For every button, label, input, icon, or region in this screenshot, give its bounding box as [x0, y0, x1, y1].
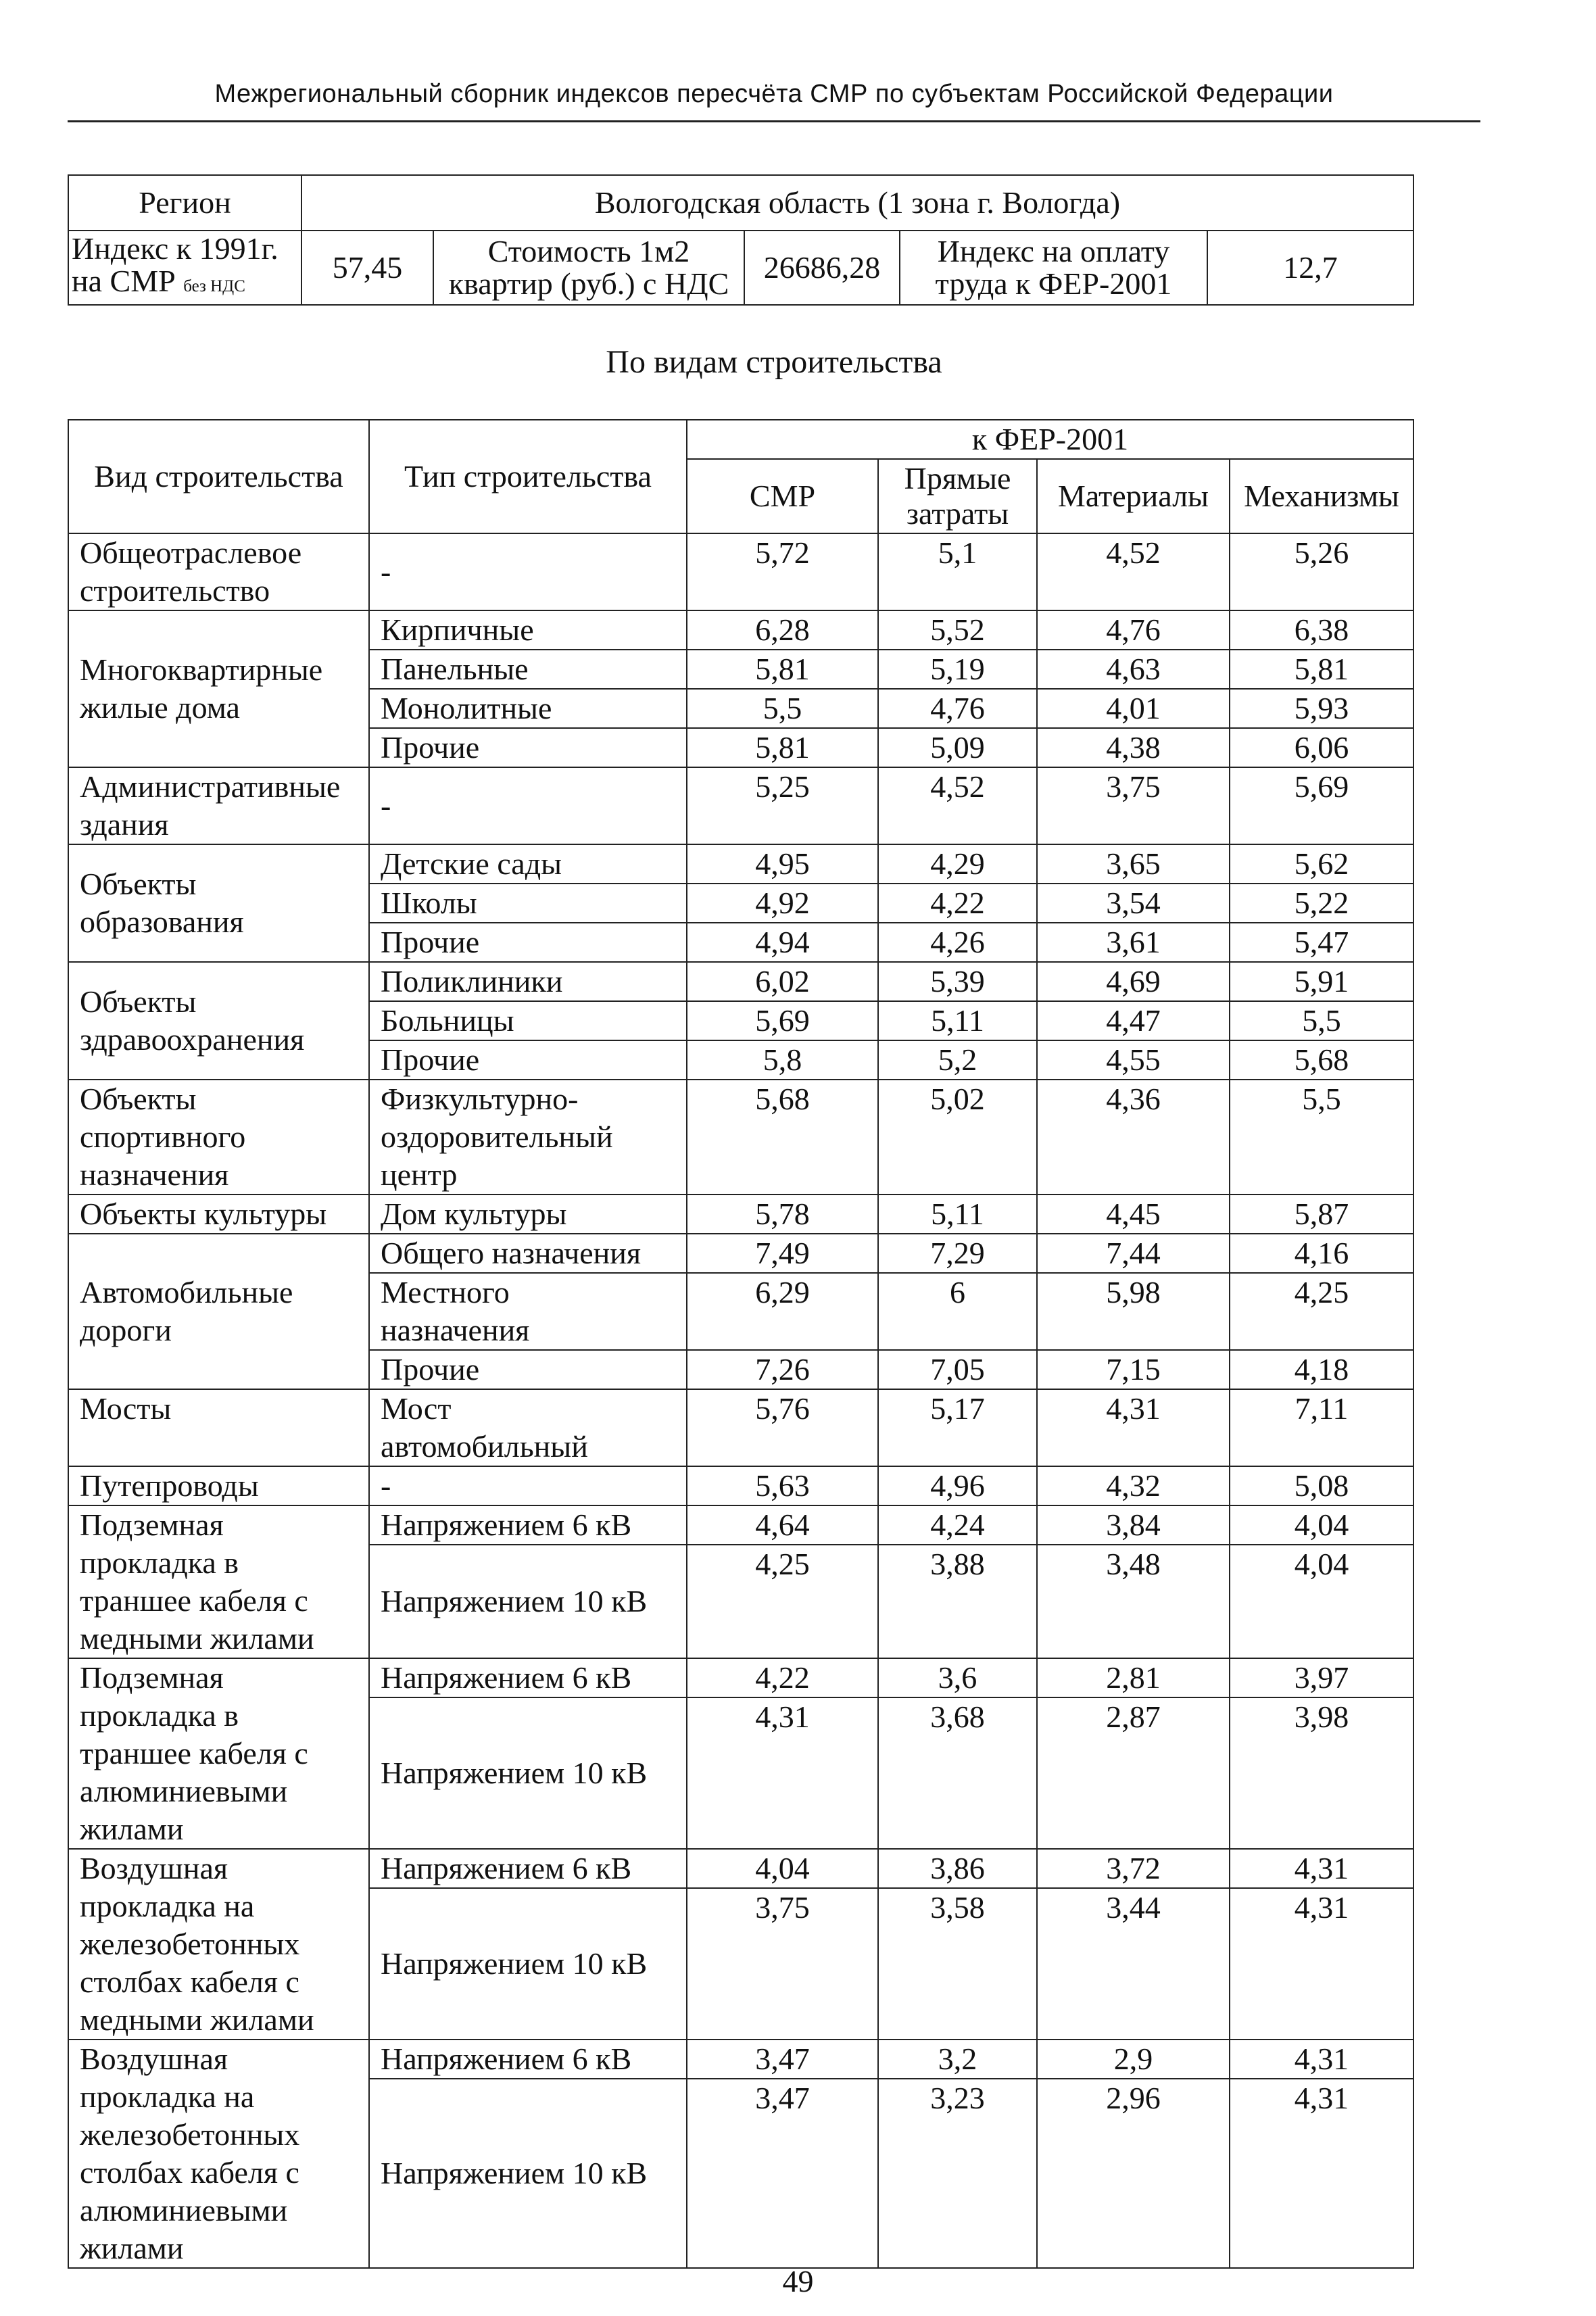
construction-kind-line: здания: [80, 807, 169, 842]
direct-costs-value: 3,58: [878, 1888, 1037, 2040]
direct-costs-value: 4,52: [878, 767, 1037, 844]
col-header-direct-line1: Прямые: [904, 461, 1011, 496]
materials-value: 7,15: [1037, 1350, 1230, 1389]
materials-value: 4,36: [1037, 1080, 1230, 1195]
construction-kind-cell: [68, 533, 369, 610]
machines-value: 3,98: [1230, 1697, 1413, 1849]
direct-costs-value: 5,09: [878, 728, 1037, 767]
materials-value: 5,98: [1037, 1273, 1230, 1350]
machines-value: 4,04: [1230, 1505, 1413, 1545]
smr-value: 4,94: [687, 923, 878, 962]
materials-value: 3,44: [1037, 1888, 1230, 2040]
index-label-line2: [72, 265, 301, 303]
table-row: [68, 1080, 1413, 1195]
construction-type-cell: [369, 767, 687, 844]
construction-type-line: Напряжением 10 кВ: [381, 1584, 648, 1618]
machines-value: 5,5: [1230, 1001, 1413, 1040]
construction-kind-line: железобетонных: [80, 1927, 300, 1961]
machines-value: 5,08: [1230, 1466, 1413, 1505]
smr-value: 5,72: [687, 533, 878, 610]
machines-value: 5,47: [1230, 923, 1413, 962]
construction-type-cell: [369, 1697, 687, 1849]
construction-type-line: центр: [381, 1157, 458, 1192]
smr-value: 3,47: [687, 2040, 878, 2079]
materials-value: 2,96: [1037, 2079, 1230, 2268]
machines-value: 5,91: [1230, 962, 1413, 1001]
construction-kind-line: прокладка в: [80, 1545, 239, 1580]
construction-type-cell: [369, 844, 687, 884]
construction-kind-line: Объекты культуры: [80, 1197, 327, 1231]
construction-type-cell: [369, 923, 687, 962]
direct-costs-value: 4,24: [878, 1505, 1037, 1545]
construction-type-line: Кирпичные: [381, 612, 534, 647]
index-label: [68, 231, 301, 305]
region-value: Вологодская область (1 зона г. Вологда): [301, 175, 1413, 231]
smr-value: 5,81: [687, 728, 878, 767]
direct-costs-value: 3,23: [878, 2079, 1037, 2268]
construction-kind-cell: [68, 1658, 369, 1849]
machines-value: 4,31: [1230, 2079, 1413, 2268]
col-header-vid: Вид строительства: [68, 420, 369, 533]
construction-type-line: Монолитные: [381, 691, 552, 725]
table-row: [68, 1195, 1413, 1234]
col-header-machines: Механизмы: [1230, 459, 1413, 533]
construction-type-line: Поликлиники: [381, 964, 563, 998]
table-row: [68, 610, 1413, 650]
construction-type-cell: [369, 1234, 687, 1273]
direct-costs-value: 4,22: [878, 884, 1037, 923]
labor-value: 12,7: [1207, 231, 1413, 305]
table-row: [68, 533, 1413, 610]
cost-label-line2: квартир (руб.) с НДС: [448, 266, 729, 301]
construction-kind-line: Мосты: [80, 1391, 172, 1426]
region-table: [68, 174, 1414, 306]
construction-kind-cell: [68, 1080, 369, 1195]
table-row: [68, 2040, 1413, 2079]
construction-type-line: Напряжением 6 кВ: [381, 1851, 632, 1885]
construction-kind-cell: [68, 1849, 369, 2040]
table-row: [68, 1849, 1413, 1888]
direct-costs-value: 5,19: [878, 650, 1037, 689]
smr-value: 5,8: [687, 1040, 878, 1080]
construction-kind-cell: [68, 610, 369, 767]
materials-value: 4,69: [1037, 962, 1230, 1001]
machines-value: 6,38: [1230, 610, 1413, 650]
construction-kind-cell: [68, 1234, 369, 1389]
smr-value: 3,47: [687, 2079, 878, 2268]
construction-type-line: Детские сады: [381, 846, 562, 881]
smr-value: 5,68: [687, 1080, 878, 1195]
smr-value: 5,25: [687, 767, 878, 844]
construction-type-cell: [369, 1545, 687, 1658]
index-label-small: без НДС: [183, 277, 245, 295]
construction-type-line: Панельные: [381, 652, 529, 686]
construction-type-cell: [369, 1658, 687, 1697]
construction-kind-cell: [68, 1195, 369, 1234]
construction-kind-line: здравоохранения: [80, 1022, 305, 1057]
direct-costs-value: 5,11: [878, 1195, 1037, 1234]
smr-value: 3,75: [687, 1888, 878, 2040]
labor-label-line2: труда к ФЕР-2001: [935, 266, 1172, 301]
index-value: 57,45: [301, 231, 433, 305]
construction-kind-cell: [68, 1389, 369, 1466]
col-header-direct-costs: [878, 459, 1037, 533]
materials-value: 4,01: [1037, 689, 1230, 728]
construction-type-line: назначения: [381, 1313, 530, 1347]
section-caption: По видам строительства: [606, 344, 942, 380]
machines-value: 5,68: [1230, 1040, 1413, 1080]
construction-type-line: Напряжением 10 кВ: [381, 2156, 648, 2190]
smr-value: 4,25: [687, 1545, 878, 1658]
direct-costs-value: 4,96: [878, 1466, 1037, 1505]
construction-type-line: Дом культуры: [381, 1197, 567, 1231]
smr-value: 5,63: [687, 1466, 878, 1505]
direct-costs-value: 5,52: [878, 610, 1037, 650]
smr-value: 6,02: [687, 962, 878, 1001]
construction-kind-line: Путепроводы: [80, 1468, 259, 1503]
construction-kind-line: Воздушная: [80, 2042, 228, 2076]
smr-value: 4,92: [687, 884, 878, 923]
construction-type-cell: [369, 1273, 687, 1350]
construction-kind-line: медными жилами: [80, 1621, 314, 1656]
machines-value: 6,06: [1230, 728, 1413, 767]
direct-costs-value: 5,2: [878, 1040, 1037, 1080]
construction-kind-line: Административные: [80, 769, 341, 804]
construction-kind-cell: [68, 1505, 369, 1658]
header-rule: [68, 120, 1480, 122]
construction-type-line: -: [381, 1468, 391, 1503]
machines-value: 4,31: [1230, 2040, 1413, 2079]
construction-type-cell: [369, 1466, 687, 1505]
construction-type-line: Напряжением 6 кВ: [381, 1660, 632, 1695]
materials-value: 4,45: [1037, 1195, 1230, 1234]
direct-costs-value: 3,68: [878, 1697, 1037, 1849]
col-header-fer-group: к ФЕР-2001: [687, 420, 1413, 459]
smr-value: 5,81: [687, 650, 878, 689]
construction-kind-line: Автомобильные: [80, 1275, 293, 1309]
construction-type-line: Напряжением 10 кВ: [381, 1756, 648, 1790]
direct-costs-value: 4,26: [878, 923, 1037, 962]
direct-costs-value: 5,02: [878, 1080, 1037, 1195]
machines-value: 4,18: [1230, 1350, 1413, 1389]
construction-type-line: Школы: [381, 886, 477, 920]
construction-type-line: Местного: [381, 1275, 510, 1309]
materials-value: 4,76: [1037, 610, 1230, 650]
smr-value: 7,49: [687, 1234, 878, 1273]
table-row: [68, 1234, 1413, 1273]
construction-kind-line: Объекты: [80, 1082, 197, 1116]
construction-type-cell: [369, 962, 687, 1001]
construction-type-line: -: [381, 788, 391, 823]
machines-value: 4,25: [1230, 1273, 1413, 1350]
col-header-tip: Тип строительства: [369, 420, 687, 533]
construction-kind-line: железобетонных: [80, 2117, 300, 2152]
machines-value: 5,81: [1230, 650, 1413, 689]
construction-kind-line: прокладка на: [80, 2079, 255, 2114]
construction-type-cell: [369, 2040, 687, 2079]
materials-value: 4,38: [1037, 728, 1230, 767]
direct-costs-value: 4,76: [878, 689, 1037, 728]
col-header-materials: Материалы: [1037, 459, 1230, 533]
construction-type-line: Физкультурно-: [381, 1082, 579, 1116]
construction-type-line: Напряжением 6 кВ: [381, 2042, 632, 2076]
construction-type-line: Напряжением 6 кВ: [381, 1507, 632, 1542]
direct-costs-value: 6: [878, 1273, 1037, 1350]
labor-label-line1: Индекс на оплату: [937, 234, 1170, 268]
cost-label: [433, 231, 744, 305]
materials-value: 3,75: [1037, 767, 1230, 844]
construction-kind-line: Многоквартирные: [80, 652, 323, 687]
direct-costs-value: 3,88: [878, 1545, 1037, 1658]
construction-kind-line: траншее кабеля с: [80, 1583, 308, 1618]
materials-value: 3,54: [1037, 884, 1230, 923]
smr-value: 4,04: [687, 1849, 878, 1888]
materials-value: 2,81: [1037, 1658, 1230, 1697]
direct-costs-value: 7,05: [878, 1350, 1037, 1389]
construction-kind-line: Подземная: [80, 1507, 224, 1542]
materials-value: 2,9: [1037, 2040, 1230, 2079]
materials-value: 3,61: [1037, 923, 1230, 962]
construction-type-cell: [369, 1350, 687, 1389]
construction-kind-line: жилые дома: [80, 690, 240, 725]
machines-value: 4,04: [1230, 1545, 1413, 1658]
construction-kind-line: алюминиевыми: [80, 2193, 288, 2227]
construction-kind-line: Воздушная: [80, 1851, 228, 1885]
construction-kind-line: медными жилами: [80, 2002, 314, 2037]
page-number: 49: [782, 2264, 814, 2298]
machines-value: 4,31: [1230, 1849, 1413, 1888]
table-row: [68, 844, 1413, 884]
col-header-direct-line2: затраты: [906, 496, 1009, 531]
construction-kind-line: алюминиевыми: [80, 1774, 288, 1808]
construction-type-cell: [369, 533, 687, 610]
direct-costs-value: 3,2: [878, 2040, 1037, 2079]
materials-value: 4,63: [1037, 650, 1230, 689]
table-row: [68, 962, 1413, 1001]
direct-costs-value: 3,86: [878, 1849, 1037, 1888]
smr-value: 5,76: [687, 1389, 878, 1466]
direct-costs-value: 4,29: [878, 844, 1037, 884]
direct-costs-value: 5,17: [878, 1389, 1037, 1466]
construction-type-line: Прочие: [381, 730, 480, 765]
index-label-smr: на СМР: [72, 264, 176, 298]
construction-type-cell: [369, 650, 687, 689]
construction-type-cell: [369, 1505, 687, 1545]
materials-value: 4,52: [1037, 533, 1230, 610]
machines-value: 5,93: [1230, 689, 1413, 728]
table-row: [68, 1389, 1413, 1466]
direct-costs-value: 5,39: [878, 962, 1037, 1001]
materials-value: 4,55: [1037, 1040, 1230, 1080]
table-row: [68, 1658, 1413, 1697]
construction-kind-cell: [68, 1466, 369, 1505]
construction-kind-line: Общеотраслевое: [80, 535, 302, 570]
materials-value: 3,72: [1037, 1849, 1230, 1888]
construction-type-line: Напряжением 10 кВ: [381, 1946, 648, 1981]
construction-kind-cell: [68, 2040, 369, 2268]
cost-value: 26686,28: [744, 231, 900, 305]
materials-value: 3,84: [1037, 1505, 1230, 1545]
construction-type-cell: [369, 2079, 687, 2268]
smr-value: 4,64: [687, 1505, 878, 1545]
machines-value: 5,26: [1230, 533, 1413, 610]
construction-kind-cell: [68, 962, 369, 1080]
construction-type-line: автомобильный: [381, 1429, 588, 1464]
construction-kind-line: спортивного: [80, 1119, 246, 1154]
machines-value: 5,22: [1230, 884, 1413, 923]
construction-kind-line: жилами: [80, 2231, 184, 2265]
construction-type-line: Мост: [381, 1391, 452, 1426]
construction-type-line: -: [381, 554, 391, 589]
cost-label-line1: Стоимость 1м2: [487, 234, 690, 268]
page-header: Межрегиональный сборник индексов пересчёта СМР по субъектам Российской Федерации: [214, 80, 1334, 108]
construction-type-line: Больницы: [381, 1003, 514, 1038]
construction-type-cell: [369, 1080, 687, 1195]
table-row: [68, 1505, 1413, 1545]
materials-value: 2,87: [1037, 1697, 1230, 1849]
construction-kind-line: Подземная: [80, 1660, 224, 1695]
direct-costs-value: 5,11: [878, 1001, 1037, 1040]
materials-value: 3,65: [1037, 844, 1230, 884]
smr-value: 4,31: [687, 1697, 878, 1849]
machines-value: 5,5: [1230, 1080, 1413, 1195]
construction-type-cell: [369, 884, 687, 923]
construction-kind-cell: [68, 767, 369, 844]
construction-kind-line: прокладка в: [80, 1698, 239, 1733]
construction-type-cell: [369, 1888, 687, 2040]
smr-value: 4,22: [687, 1658, 878, 1697]
construction-kind-line: Объекты: [80, 984, 197, 1019]
construction-kind-line: дороги: [80, 1313, 172, 1347]
construction-type-line: Прочие: [381, 925, 480, 959]
smr-value: 5,69: [687, 1001, 878, 1040]
construction-type-line: оздоровительный: [381, 1119, 613, 1154]
col-header-smr: СМР: [687, 459, 878, 533]
construction-type-cell: [369, 1195, 687, 1234]
materials-value: 7,44: [1037, 1234, 1230, 1273]
smr-value: 5,78: [687, 1195, 878, 1234]
materials-value: 3,48: [1037, 1545, 1230, 1658]
construction-type-cell: [369, 610, 687, 650]
construction-type-line: Общего назначения: [381, 1236, 642, 1270]
index-label-main: Индекс к 1991г.: [72, 231, 279, 266]
materials-value: 4,32: [1037, 1466, 1230, 1505]
machines-value: 5,69: [1230, 767, 1413, 844]
direct-costs-value: 7,29: [878, 1234, 1037, 1273]
smr-value: 6,28: [687, 610, 878, 650]
smr-value: 4,95: [687, 844, 878, 884]
labor-label: [900, 231, 1207, 305]
construction-kind-line: назначения: [80, 1157, 229, 1192]
table-row: [68, 1466, 1413, 1505]
machines-value: 7,11: [1230, 1389, 1413, 1466]
construction-type-cell: [369, 728, 687, 767]
construction-kind-line: столбах кабеля с: [80, 1964, 299, 1999]
construction-type-cell: [369, 1849, 687, 1888]
smr-value: 5,5: [687, 689, 878, 728]
region-label: Регион: [68, 175, 301, 231]
construction-kind-line: траншее кабеля с: [80, 1736, 308, 1770]
machines-value: 4,31: [1230, 1888, 1413, 2040]
construction-type-line: Прочие: [381, 1042, 480, 1077]
smr-value: 7,26: [687, 1350, 878, 1389]
construction-kind-line: прокладка на: [80, 1889, 255, 1923]
machines-value: 5,87: [1230, 1195, 1413, 1234]
construction-kind-line: строительство: [80, 573, 270, 608]
construction-type-cell: [369, 689, 687, 728]
smr-value: 6,29: [687, 1273, 878, 1350]
construction-kind-cell: [68, 844, 369, 962]
materials-value: 4,31: [1037, 1389, 1230, 1466]
machines-value: 5,62: [1230, 844, 1413, 884]
construction-type-cell: [369, 1389, 687, 1466]
construction-kind-line: образования: [80, 904, 244, 939]
machines-value: 4,16: [1230, 1234, 1413, 1273]
construction-kind-line: жилами: [80, 1812, 184, 1846]
machines-value: 3,97: [1230, 1658, 1413, 1697]
construction-type-cell: [369, 1001, 687, 1040]
construction-type-cell: [369, 1040, 687, 1080]
construction-index-table: [68, 419, 1414, 2269]
direct-costs-value: 5,1: [878, 533, 1037, 610]
table-row: [68, 767, 1413, 844]
materials-value: 4,47: [1037, 1001, 1230, 1040]
construction-kind-line: столбах кабеля с: [80, 2155, 299, 2190]
construction-kind-line: Объекты: [80, 867, 197, 901]
construction-type-line: Прочие: [381, 1352, 480, 1386]
direct-costs-value: 3,6: [878, 1658, 1037, 1697]
